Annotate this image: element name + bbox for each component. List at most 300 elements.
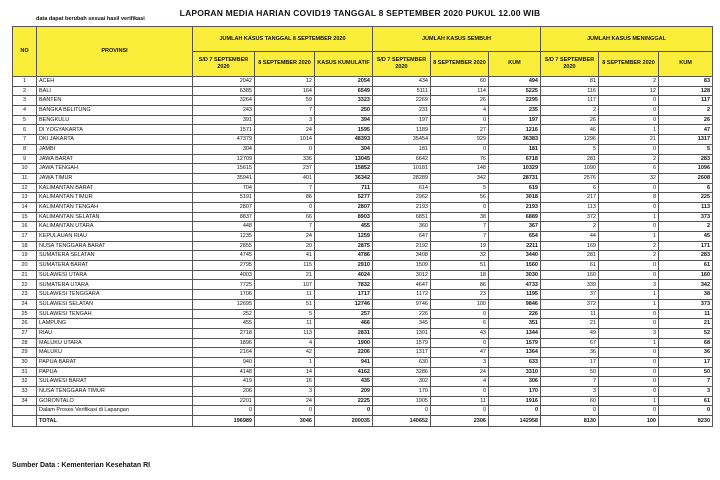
- cell-kasus-8sep: 0: [255, 144, 315, 154]
- cell-sembuh-sd7: 9746: [373, 299, 431, 309]
- cell-sembuh-sd7: 6642: [373, 154, 431, 164]
- cell-sembuh-sd7: 3286: [373, 367, 431, 377]
- cell-meninggal-8sep: 0: [599, 309, 659, 319]
- cell-sembuh-sd7: 170: [373, 387, 431, 397]
- table-row: [13, 202, 713, 212]
- cell-sembuh-8sep: 26: [431, 96, 489, 106]
- cell-kasus-kumulatif: 1717: [315, 290, 373, 300]
- subheader-kumulatif-kasus: KASUS KUMULATIF: [315, 52, 373, 77]
- cell-sembuh-8sep: 32: [431, 251, 489, 261]
- cell-sembuh-sd7: 614: [373, 183, 431, 193]
- cell-meninggal-8sep: 0: [599, 377, 659, 387]
- cell-meninggal-kum: 171: [659, 241, 713, 251]
- cell-meninggal-8sep: 0: [599, 222, 659, 232]
- cell-kasus-8sep: 237: [255, 164, 315, 174]
- table-row: [13, 232, 713, 242]
- cell-provinsi: BENGKULU: [37, 115, 193, 125]
- table-row: [13, 251, 713, 261]
- cell-no: 7: [13, 135, 37, 145]
- cell-kasus-kumulatif: 2225: [315, 396, 373, 406]
- cell-meninggal-kum: 225: [659, 193, 713, 203]
- cell-sembuh-kum: 494: [489, 77, 541, 87]
- cell-provinsi: DI YOGYAKARTA: [37, 125, 193, 135]
- header-group-meninggal: JUMLAH KASUS MENINGGAL: [541, 27, 713, 52]
- table-row: [13, 261, 713, 271]
- cell-kasus-kumulatif: 435: [315, 377, 373, 387]
- cell-provinsi: SUMATERA BARAT: [37, 261, 193, 271]
- cell-kasus-kumulatif: 1900: [315, 338, 373, 348]
- cell-kasus-kumulatif: 2206: [315, 348, 373, 358]
- cell-no: 26: [13, 319, 37, 329]
- cell-meninggal-sd7: 17: [541, 357, 599, 367]
- cell-sembuh-sd7: 345: [373, 319, 431, 329]
- cell-sembuh-kum: 633: [489, 357, 541, 367]
- cell-meninggal-sd7: 281: [541, 251, 599, 261]
- cell-sembuh-8sep: 56: [431, 193, 489, 203]
- cell-sembuh-kum: 3030: [489, 270, 541, 280]
- cell-sembuh-kum: 197: [489, 115, 541, 125]
- cell-kasus-kumulatif: 3323: [315, 96, 373, 106]
- header-no: NO: [13, 27, 37, 77]
- cell-meninggal-sd7: 2: [541, 106, 599, 116]
- cell-kasus-kumulatif: 466: [315, 319, 373, 329]
- cell-meninggal-kum: 2: [659, 222, 713, 232]
- total-row: [13, 416, 713, 427]
- cell-sembuh-kum: 10329: [489, 164, 541, 174]
- cell-sembuh-kum: 170: [489, 387, 541, 397]
- cell-no: 1: [13, 77, 37, 87]
- cell-kasus-8sep: 0: [255, 406, 315, 416]
- cell-sembuh-sd7: 35454: [373, 135, 431, 145]
- cell-sembuh-sd7: 302: [373, 377, 431, 387]
- cell-kasus-sd7: 2795: [193, 261, 255, 271]
- cell-provinsi: SULAWESI TENGAH: [37, 309, 193, 319]
- cell-kasus-8sep: 115: [255, 261, 315, 271]
- cell-meninggal-sd7: 1090: [541, 164, 599, 174]
- cell-kasus-8sep: 51: [255, 299, 315, 309]
- cell-sembuh-8sep: 23: [431, 290, 489, 300]
- cell-meninggal-8sep: 6: [599, 164, 659, 174]
- cell-meninggal-kum: 373: [659, 299, 713, 309]
- cell-kasus-8sep: 7: [255, 222, 315, 232]
- cell-meninggal-kum: 373: [659, 212, 713, 222]
- cell-meninggal-8sep: 2: [599, 251, 659, 261]
- header-provinsi: PROVINSI: [37, 27, 193, 77]
- cell-sembuh-sd7: 1317: [373, 348, 431, 358]
- table-row: [13, 222, 713, 232]
- cell-meninggal-kum: 1096: [659, 164, 713, 174]
- cell-sembuh-8sep: 18: [431, 270, 489, 280]
- cell-sembuh-kum: 3440: [489, 251, 541, 261]
- table-row: [13, 164, 713, 174]
- cell-kasus-8sep: 20: [255, 241, 315, 251]
- cell-provinsi: ACEH: [37, 77, 193, 87]
- cell-kasus-sd7: 448: [193, 222, 255, 232]
- cell-meninggal-kum: 283: [659, 251, 713, 261]
- table-row: [13, 338, 713, 348]
- cell-sembuh-kum: 351: [489, 319, 541, 329]
- cell-kasus-sd7: 15615: [193, 164, 255, 174]
- cell-kasus-sd7: 206: [193, 387, 255, 397]
- cell-kasus-kumulatif: 250: [315, 106, 373, 116]
- cell-sembuh-kum: 619: [489, 183, 541, 193]
- cell-sembuh-kum: 3018: [489, 193, 541, 203]
- cell-meninggal-8sep: 0: [599, 106, 659, 116]
- cell-sembuh-sd7: 630: [373, 357, 431, 367]
- cell-meninggal-kum: 26: [659, 115, 713, 125]
- cell-sembuh-sd7: 2192: [373, 241, 431, 251]
- table-row: [13, 328, 713, 338]
- cell-sembuh-sd7: 1579: [373, 338, 431, 348]
- cell-kasus-8sep: 4: [255, 338, 315, 348]
- cell-meninggal-sd7: 46: [541, 125, 599, 135]
- cell-kasus-8sep: 401: [255, 173, 315, 183]
- subheader-sd7-kasus: S/D 7 SEPTEMBER 2020: [193, 52, 255, 77]
- cell-meninggal-kum: 283: [659, 154, 713, 164]
- cell-no: 14: [13, 202, 37, 212]
- cell-provinsi: KALIMANTAN TIMUR: [37, 193, 193, 203]
- cell-kasus-sd7: 1706: [193, 290, 255, 300]
- cell-no: 8: [13, 144, 37, 154]
- cell-provinsi: PAPUA BARAT: [37, 357, 193, 367]
- cell-meninggal-kum: 61: [659, 396, 713, 406]
- cell-meninggal-8sep: 12: [599, 86, 659, 96]
- cell-provinsi: NUSA TENGGARA BARAT: [37, 241, 193, 251]
- table-row: [13, 86, 713, 96]
- cell-no: 24: [13, 299, 37, 309]
- cell-kasus-sd7: 35941: [193, 173, 255, 183]
- cell-meninggal-8sep: 1: [599, 232, 659, 242]
- total-kasus-sd7: 196989: [193, 416, 255, 427]
- cell-sembuh-8sep: 76: [431, 154, 489, 164]
- cell-meninggal-8sep: 1: [599, 125, 659, 135]
- cell-meninggal-8sep: 0: [599, 144, 659, 154]
- cell-provinsi: BALI: [37, 86, 193, 96]
- table-row: [13, 396, 713, 406]
- cell-sembuh-sd7: 6851: [373, 212, 431, 222]
- cell-meninggal-8sep: 0: [599, 348, 659, 358]
- cell-kasus-sd7: 4148: [193, 367, 255, 377]
- cell-meninggal-kum: 21: [659, 319, 713, 329]
- cell-meninggal-8sep: 0: [599, 387, 659, 397]
- cell-provinsi: BANTEN: [37, 96, 193, 106]
- cell-meninggal-sd7: 6: [541, 183, 599, 193]
- cell-meninggal-8sep: 1: [599, 299, 659, 309]
- cell-sembuh-sd7: 1905: [373, 396, 431, 406]
- cell-sembuh-8sep: 148: [431, 164, 489, 174]
- total-kasus-8sep: 3046: [255, 416, 315, 427]
- cell-provinsi: JAWA TENGAH: [37, 164, 193, 174]
- cell-no: 33: [13, 387, 37, 397]
- cell-sembuh-8sep: 11: [431, 396, 489, 406]
- cell-sembuh-sd7: 231: [373, 106, 431, 116]
- header-group-sembuh: JUMLAH KASUS SEMBUH: [373, 27, 541, 52]
- cell-kasus-kumulatif: 2831: [315, 328, 373, 338]
- cell-meninggal-kum: 160: [659, 270, 713, 280]
- cell-kasus-sd7: 252: [193, 309, 255, 319]
- cell-provinsi: Dalam Proses Verifikasi di Lapangan: [37, 406, 193, 416]
- cell-sembuh-kum: 28731: [489, 173, 541, 183]
- table-row: [13, 290, 713, 300]
- cell-meninggal-sd7: 60: [541, 396, 599, 406]
- cell-sembuh-kum: 654: [489, 232, 541, 242]
- cell-no: 3: [13, 96, 37, 106]
- total-provinsi: TOTAL: [37, 416, 193, 427]
- cell-kasus-kumulatif: 209: [315, 387, 373, 397]
- cell-kasus-kumulatif: 4024: [315, 270, 373, 280]
- cell-sembuh-kum: 6889: [489, 212, 541, 222]
- cell-meninggal-kum: 5: [659, 144, 713, 154]
- cell-kasus-8sep: 113: [255, 328, 315, 338]
- cell-kasus-sd7: 3264: [193, 96, 255, 106]
- cell-sembuh-8sep: 0: [431, 406, 489, 416]
- cell-meninggal-sd7: 0: [541, 406, 599, 416]
- cell-meninggal-sd7: 372: [541, 212, 599, 222]
- cell-no: 34: [13, 396, 37, 406]
- cell-meninggal-sd7: 44: [541, 232, 599, 242]
- cell-kasus-sd7: 47379: [193, 135, 255, 145]
- cell-meninggal-sd7: 113: [541, 202, 599, 212]
- cell-sembuh-8sep: 27: [431, 125, 489, 135]
- cell-sembuh-kum: 1216: [489, 125, 541, 135]
- cell-kasus-8sep: 107: [255, 280, 315, 290]
- table-row: [13, 348, 713, 358]
- cell-no: 21: [13, 270, 37, 280]
- cell-sembuh-kum: 9846: [489, 299, 541, 309]
- cell-kasus-sd7: 12695: [193, 299, 255, 309]
- cell-no: 20: [13, 261, 37, 271]
- subheader-sep8-sembuh: 8 SEPTEMBER 2020: [431, 52, 489, 77]
- cell-sembuh-kum: 1344: [489, 328, 541, 338]
- cell-kasus-sd7: 8837: [193, 212, 255, 222]
- cell-meninggal-8sep: 0: [599, 96, 659, 106]
- cell-meninggal-kum: 117: [659, 96, 713, 106]
- cell-kasus-sd7: 2164: [193, 348, 255, 358]
- cell-sembuh-8sep: 6: [431, 319, 489, 329]
- cell-meninggal-8sep: 0: [599, 319, 659, 329]
- table-row: [13, 367, 713, 377]
- cell-meninggal-sd7: 81: [541, 77, 599, 87]
- cell-provinsi: LAMPUNG: [37, 319, 193, 329]
- cell-kasus-8sep: 0: [255, 202, 315, 212]
- cell-kasus-sd7: 1571: [193, 125, 255, 135]
- cell-provinsi: SULAWESI UTARA: [37, 270, 193, 280]
- table-row: [13, 135, 713, 145]
- table-row: [13, 115, 713, 125]
- cell-sembuh-sd7: 28289: [373, 173, 431, 183]
- cell-no: 4: [13, 106, 37, 116]
- table-row: [13, 309, 713, 319]
- cell-kasus-8sep: 1: [255, 357, 315, 367]
- table-row: [13, 77, 713, 87]
- cell-kasus-sd7: 7725: [193, 280, 255, 290]
- cell-provinsi: GORONTALO: [37, 396, 193, 406]
- cell-sembuh-8sep: 0: [431, 202, 489, 212]
- cell-sembuh-sd7: 2193: [373, 202, 431, 212]
- cell-no: 2: [13, 86, 37, 96]
- cell-kasus-8sep: 336: [255, 154, 315, 164]
- table-row: [13, 144, 713, 154]
- table-row: [13, 280, 713, 290]
- cell-kasus-sd7: 5191: [193, 193, 255, 203]
- cell-meninggal-kum: 2608: [659, 173, 713, 183]
- cell-kasus-sd7: 391: [193, 115, 255, 125]
- cell-meninggal-8sep: 1: [599, 338, 659, 348]
- cell-no: 25: [13, 309, 37, 319]
- cell-sembuh-8sep: 24: [431, 367, 489, 377]
- cell-kasus-kumulatif: 455: [315, 222, 373, 232]
- cell-kasus-kumulatif: 1259: [315, 232, 373, 242]
- cell-meninggal-kum: 11: [659, 309, 713, 319]
- cell-sembuh-8sep: 4: [431, 377, 489, 387]
- cell-meninggal-8sep: 2: [599, 241, 659, 251]
- cell-meninggal-8sep: 0: [599, 357, 659, 367]
- cell-kasus-8sep: 59: [255, 96, 315, 106]
- cell-meninggal-kum: 47: [659, 125, 713, 135]
- cell-no: 15: [13, 212, 37, 222]
- cell-kasus-8sep: 41: [255, 251, 315, 261]
- cell-provinsi: SULAWESI BARAT: [37, 377, 193, 387]
- table-row: [13, 387, 713, 397]
- cell-kasus-8sep: 164: [255, 86, 315, 96]
- cell-meninggal-sd7: 3: [541, 387, 599, 397]
- cell-meninggal-kum: 7: [659, 377, 713, 387]
- cell-sembuh-kum: 181: [489, 144, 541, 154]
- cell-sembuh-8sep: 7: [431, 222, 489, 232]
- table-row: [13, 173, 713, 183]
- cell-no: 12: [13, 183, 37, 193]
- cell-sembuh-kum: 3310: [489, 367, 541, 377]
- cell-provinsi: PAPUA: [37, 367, 193, 377]
- cell-sembuh-kum: 1364: [489, 348, 541, 358]
- cell-kasus-8sep: 1014: [255, 135, 315, 145]
- cell-kasus-sd7: 419: [193, 377, 255, 387]
- cell-sembuh-sd7: 434: [373, 77, 431, 87]
- cell-provinsi: SULAWESI TENGGARA: [37, 290, 193, 300]
- cell-meninggal-sd7: 2576: [541, 173, 599, 183]
- cell-meninggal-kum: 3: [659, 387, 713, 397]
- subheader-sd7-meninggal: S/D 7 SEPTEMBER 2020: [541, 52, 599, 77]
- cell-no: 22: [13, 280, 37, 290]
- cell-kasus-sd7: 2042: [193, 77, 255, 87]
- cell-sembuh-kum: 1560: [489, 261, 541, 271]
- cell-sembuh-8sep: 929: [431, 135, 489, 145]
- cell-meninggal-kum: 36: [659, 348, 713, 358]
- cell-kasus-8sep: 3: [255, 387, 315, 397]
- cell-kasus-sd7: 6385: [193, 86, 255, 96]
- total-no: [13, 416, 37, 427]
- cell-meninggal-sd7: 37: [541, 290, 599, 300]
- verification-note: data dapat berubah sesuai hasil verifikasi: [36, 16, 145, 22]
- cell-kasus-kumulatif: 48393: [315, 135, 373, 145]
- cell-sembuh-8sep: 0: [431, 387, 489, 397]
- cell-no: 13: [13, 193, 37, 203]
- cell-sembuh-8sep: 4: [431, 106, 489, 116]
- cell-sembuh-kum: 2211: [489, 241, 541, 251]
- cell-kasus-8sep: 24: [255, 125, 315, 135]
- cell-provinsi: KALIMANTAN TENGAH: [37, 202, 193, 212]
- cell-kasus-8sep: 16: [255, 377, 315, 387]
- cell-meninggal-8sep: 0: [599, 115, 659, 125]
- table-row: [13, 406, 713, 416]
- cell-sembuh-sd7: 3012: [373, 270, 431, 280]
- cell-kasus-8sep: 3: [255, 115, 315, 125]
- cell-meninggal-sd7: 281: [541, 154, 599, 164]
- cell-kasus-8sep: 7: [255, 106, 315, 116]
- cell-kasus-sd7: 940: [193, 357, 255, 367]
- covid-report-table: [12, 26, 713, 427]
- cell-meninggal-8sep: 2: [599, 77, 659, 87]
- cell-kasus-kumulatif: 5277: [315, 193, 373, 203]
- cell-kasus-8sep: 21: [255, 270, 315, 280]
- cell-meninggal-8sep: 21: [599, 135, 659, 145]
- cell-sembuh-kum: 1195: [489, 290, 541, 300]
- cell-sembuh-sd7: 1189: [373, 125, 431, 135]
- cell-provinsi: NUSA TENGGARA TIMUR: [37, 387, 193, 397]
- cell-kasus-8sep: 24: [255, 396, 315, 406]
- cell-sembuh-kum: 4733: [489, 280, 541, 290]
- cell-sembuh-sd7: 3408: [373, 251, 431, 261]
- cell-sembuh-kum: 1579: [489, 338, 541, 348]
- cell-no: 10: [13, 164, 37, 174]
- cell-provinsi: MALUKU UTARA: [37, 338, 193, 348]
- subheader-kum-sembuh: KUM: [489, 52, 541, 77]
- table-row: [13, 299, 713, 309]
- cell-kasus-kumulatif: 304: [315, 144, 373, 154]
- total-meninggal-kum: 8230: [659, 416, 713, 427]
- cell-meninggal-kum: 0: [659, 406, 713, 416]
- cell-meninggal-sd7: 339: [541, 280, 599, 290]
- total-meninggal-sd7: 8130: [541, 416, 599, 427]
- cell-kasus-8sep: 11: [255, 290, 315, 300]
- table-row: [13, 212, 713, 222]
- cell-kasus-kumulatif: 0: [315, 406, 373, 416]
- cell-meninggal-sd7: 36: [541, 348, 599, 358]
- cell-meninggal-kum: 6: [659, 183, 713, 193]
- cell-kasus-8sep: 11: [255, 319, 315, 329]
- cell-no: 6: [13, 125, 37, 135]
- cell-sembuh-8sep: 0: [431, 309, 489, 319]
- cell-meninggal-sd7: 160: [541, 270, 599, 280]
- cell-provinsi: BANGKA BELITUNG: [37, 106, 193, 116]
- cell-meninggal-sd7: 67: [541, 338, 599, 348]
- cell-kasus-kumulatif: 15852: [315, 164, 373, 174]
- cell-meninggal-kum: 83: [659, 77, 713, 87]
- cell-sembuh-sd7: 2269: [373, 96, 431, 106]
- cell-meninggal-sd7: 117: [541, 96, 599, 106]
- cell-meninggal-kum: 61: [659, 261, 713, 271]
- cell-sembuh-8sep: 60: [431, 77, 489, 87]
- cell-kasus-8sep: 42: [255, 348, 315, 358]
- cell-no: 19: [13, 251, 37, 261]
- cell-kasus-sd7: 4003: [193, 270, 255, 280]
- cell-provinsi: KALIMANTAN BARAT: [37, 183, 193, 193]
- cell-kasus-8sep: 12: [255, 77, 315, 87]
- cell-no: 31: [13, 367, 37, 377]
- total-kasus-kumulatif: 200035: [315, 416, 373, 427]
- cell-provinsi: KEPULAUAN RIAU: [37, 232, 193, 242]
- cell-kasus-kumulatif: 1595: [315, 125, 373, 135]
- cell-meninggal-8sep: 1: [599, 290, 659, 300]
- cell-meninggal-kum: 2: [659, 106, 713, 116]
- cell-kasus-kumulatif: 4786: [315, 251, 373, 261]
- cell-meninggal-8sep: 0: [599, 367, 659, 377]
- cell-provinsi: JAWA BARAT: [37, 154, 193, 164]
- cell-meninggal-8sep: 1: [599, 396, 659, 406]
- cell-no: 9: [13, 154, 37, 164]
- cell-kasus-kumulatif: 394: [315, 115, 373, 125]
- cell-meninggal-8sep: 0: [599, 261, 659, 271]
